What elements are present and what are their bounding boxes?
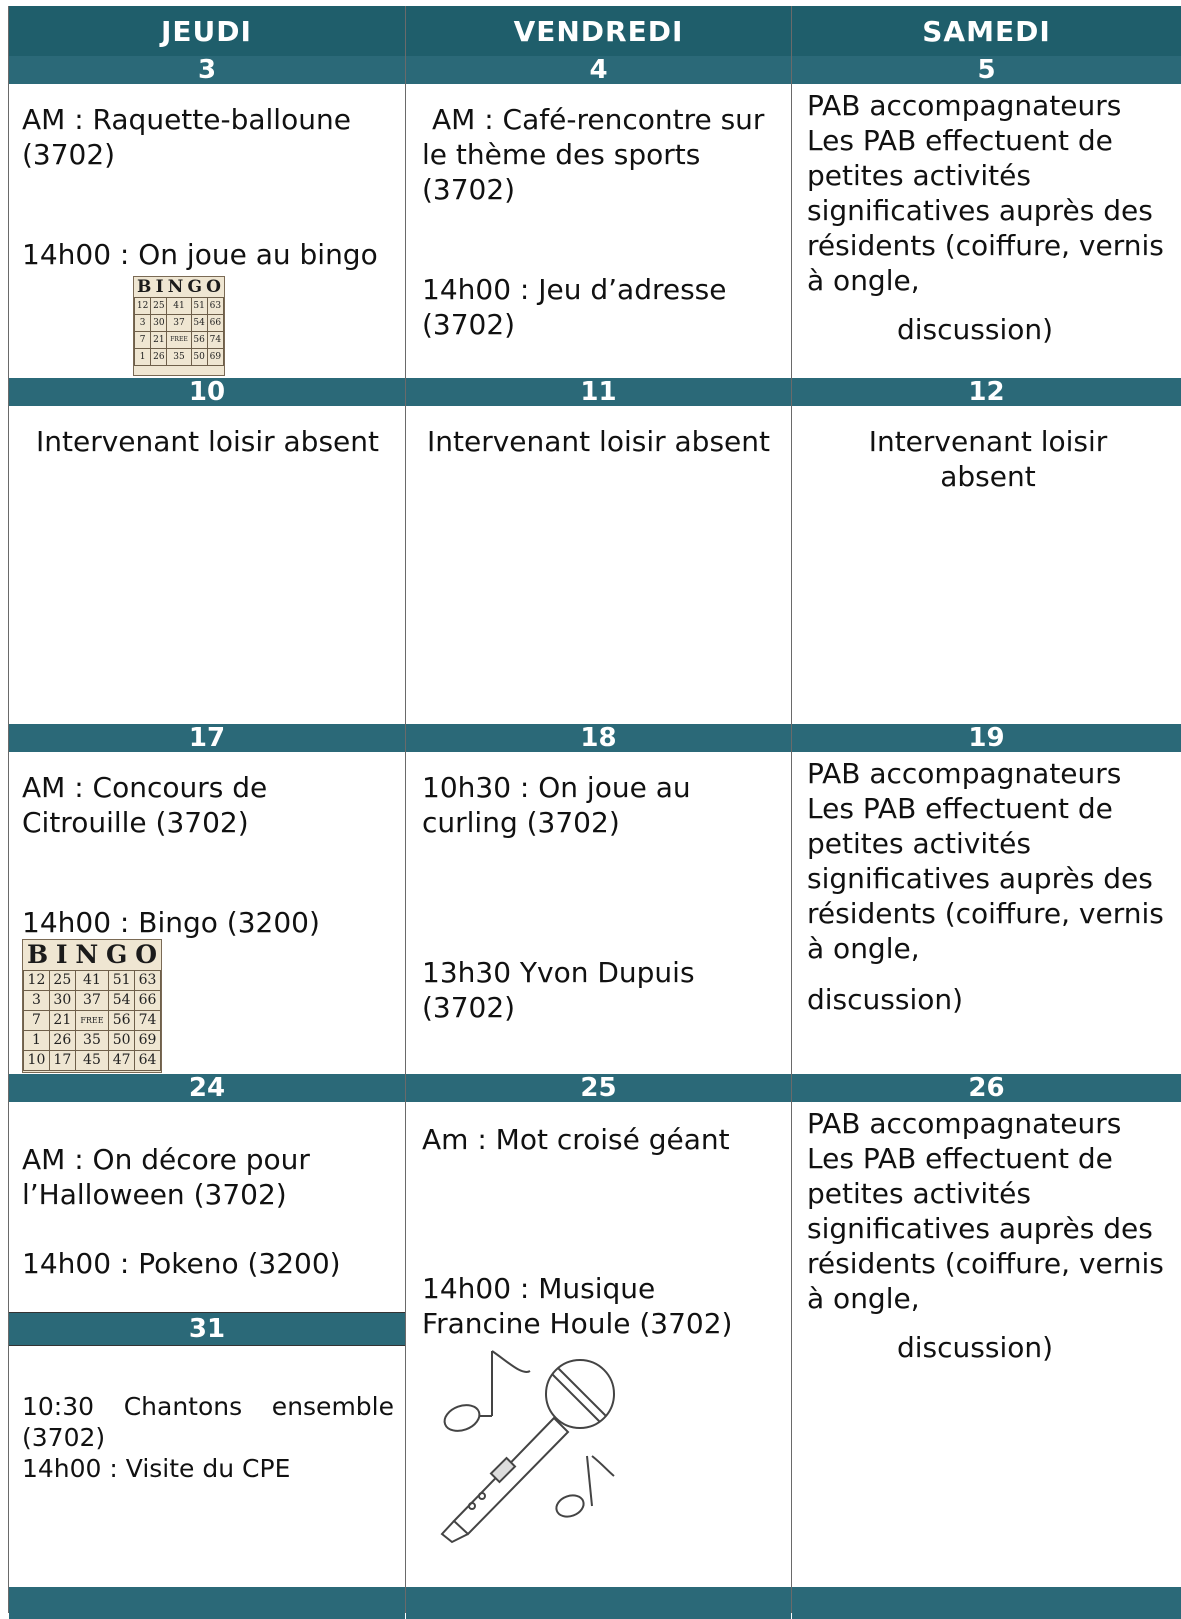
activity-text: PAB accompagnateurs — [807, 757, 1122, 790]
day-number: 24 — [9, 1074, 405, 1102]
activity-text: résidents (coiffure, vernis à ongle, — [807, 229, 1164, 297]
activity-text: Intervenant loisir absent — [427, 425, 770, 458]
day-number: 31 — [9, 1313, 405, 1345]
header-vendredi: VENDREDI — [406, 6, 791, 56]
header-samedi: SAMEDI — [792, 6, 1181, 56]
activity-cell — [406, 424, 791, 459]
activity-text: discussion) — [897, 313, 1054, 346]
activity-text: AM : Concours de Citrouille (3702) — [22, 771, 268, 839]
footer-bar — [792, 1587, 1181, 1619]
activity-text: 10:30 Chantons ensemble (3702) — [22, 1392, 394, 1452]
bingo-card-image — [133, 276, 225, 376]
day-number: 3 — [9, 56, 405, 84]
activity-cell — [807, 1106, 1179, 1365]
day-number: 5 — [792, 56, 1181, 84]
bingo-title: B I N G O — [27, 940, 157, 969]
day-number: 17 — [9, 724, 405, 752]
day-number: 10 — [9, 378, 405, 406]
activity-text: 14h00 : Jeu d’adresse (3702) — [422, 273, 727, 341]
header-jeudi: JEUDI — [8, 6, 405, 56]
footer-bar — [9, 1587, 405, 1619]
activity-cell — [22, 1391, 394, 1484]
activity-text: Intervenant loisir absent — [868, 425, 1108, 493]
microphone-music-icon — [432, 1346, 642, 1546]
day-number: 11 — [406, 378, 791, 406]
activity-cell — [10, 424, 405, 459]
activity-text: 14h00 : Pokeno (3200) — [22, 1247, 341, 1280]
activity-cell — [22, 1142, 352, 1281]
day-number: 4 — [406, 56, 791, 84]
activity-text: Intervenant loisir absent — [36, 425, 379, 458]
activity-text: résidents (coiffure, vernis à ongle, — [807, 897, 1164, 965]
activity-text: 13h30 Yvon Dupuis (3702) — [422, 956, 695, 1024]
grid-line — [8, 6, 9, 1613]
activity-text: AM : Café-rencontre sur le thème des sports (3702) — [422, 103, 765, 206]
activity-cell — [422, 102, 787, 342]
activity-cell — [807, 756, 1179, 1017]
activity-text: 14h00 : Musique Francine Houle (3702) — [422, 1272, 733, 1340]
day-number: 25 — [406, 1074, 791, 1102]
activity-cell — [807, 88, 1179, 347]
activity-text: 10h30 : On joue au curling (3702) — [422, 771, 691, 839]
activity-text: discussion) — [807, 983, 964, 1016]
activity-text: résidents (coiffure, vernis à ongle, — [807, 1247, 1164, 1315]
activity-cell — [422, 1122, 782, 1341]
grid-line — [791, 6, 792, 1613]
activity-text: discussion) — [897, 1331, 1054, 1364]
day-number: 26 — [792, 1074, 1181, 1102]
activity-text: AM : Raquette-balloune (3702) — [22, 103, 351, 171]
bingo-grid: 12 25 41 51 63 3 30 37 54 66 7 21 FREE 56 74 1 26 35 50 69 10 17 45 47 64 — [23, 970, 161, 1071]
day-number: 12 — [792, 378, 1181, 406]
activity-text: 14h00 : On joue au bingo — [22, 238, 378, 271]
activity-text: Les PAB effectuent de petites activités significatives auprès des — [807, 792, 1153, 895]
activity-text: Les PAB effectuent de petites activités significatives auprès des — [807, 1142, 1153, 1245]
activity-text: Les PAB effectuent de petites activités significatives auprès des — [807, 124, 1153, 227]
bingo-card-image — [22, 939, 162, 1073]
activity-text: 14h00 : Bingo (3200) — [22, 906, 320, 939]
day-number: 18 — [406, 724, 791, 752]
bingo-title: B I N G O — [137, 277, 221, 297]
bingo-grid: 12 25 41 51 63 3 30 37 54 66 7 21 FREE 56 74 1 26 35 50 69 — [134, 297, 224, 366]
divider — [9, 1345, 405, 1346]
activity-cell — [853, 424, 1123, 494]
activity-text: PAB accompagnateurs — [807, 1107, 1122, 1140]
day-number: 19 — [792, 724, 1181, 752]
activity-cell — [22, 770, 322, 940]
activity-text: PAB accompagnateurs — [807, 89, 1122, 122]
calendar — [8, 6, 1181, 1613]
footer-bar — [406, 1587, 791, 1619]
activity-cell — [22, 102, 402, 272]
activity-text: 14h00 : Visite du CPE — [22, 1454, 291, 1483]
activity-text: Am : Mot croisé géant — [422, 1123, 730, 1156]
grid-line — [405, 6, 406, 1613]
activity-cell — [422, 770, 722, 1025]
activity-text: AM : On décore pour l’Halloween (3702) — [22, 1143, 310, 1211]
